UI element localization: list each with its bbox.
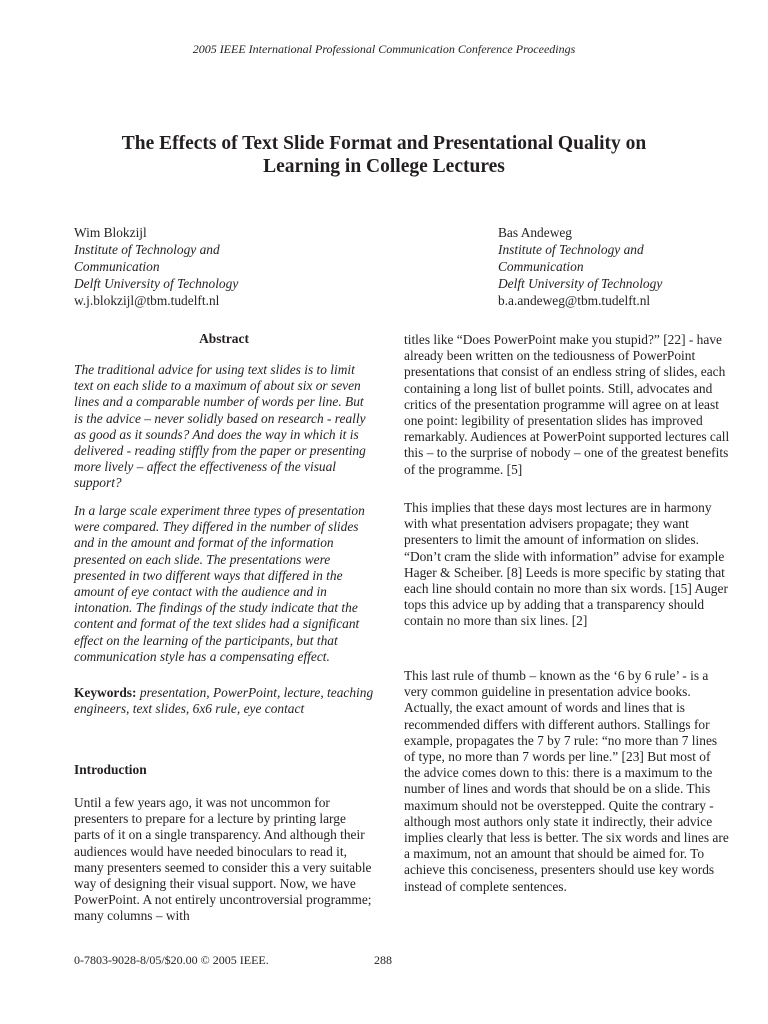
abstract-paragraph-1 — [74, 362, 374, 492]
author-block-2 — [498, 224, 662, 309]
abstract-heading: Abstract — [199, 331, 249, 346]
running-head: 2005 IEEE International Professional Communication Conference Proceedings — [192, 42, 576, 56]
page-number: 288 — [374, 953, 392, 967]
abstract-text: The traditional advice for using text slides is to limit text on each slide to a maximum of about six or seven lines and a comparable number of words per line. But is the advice – never solidly based on research - really as good as it sounds? And does the way in which it is delivered - reading stiffly from the paper or presenting more lively – affect the effectiveness of the visual support? — [74, 362, 366, 491]
right-paragraph-2 — [404, 500, 730, 630]
keywords — [74, 685, 374, 717]
body-text: This implies that these days most lectures are in harmony with what presentation advisers propagate; they want presenters to limit the amount of information on slides. “Don’t cram the slide with information” advise for example Hager & Scheiber. [8] Leeds is more specific by stating that each line should contain no more than six words. [15] Auger tops this advice up by adding that a transparency should contain no more than six lines. [2] — [404, 500, 728, 629]
body-text: This last rule of thumb – known as the ‘6 by 6 rule’ - is a very common guideline in presentation advice books. Actually, the exact amount of words and lines that is recommended differs with different authors. Stallings for example, propagates the 7 by 7 rule: “no more than 7 lines of type, no more than 7 words per line.” [23] But most of the advice comes down to this: there is a maximum to the number of lines and words that should be on a slide. This maximum should not be overstepped. Quite the contrary - although most authors only state it indirectly, their advice implies clearly that less is better. The six words and lines are a maximum, not an amount that should be aimed for. To achieve this conciseness, presenters should use key words instead of complete sentences. — [404, 668, 729, 894]
author-affiliation: Delft University of Technology — [498, 276, 663, 291]
author-affiliation: Institute of Technology and — [498, 242, 644, 257]
author-block-1 — [74, 224, 238, 309]
right-paragraph-1 — [404, 332, 730, 478]
abstract-text: In a large scale experiment three types of presentation were compared. They differed in the number of slides and in the amount and format of the information presented on each slide. The presentations were presented in two different ways that differed in the amount of eye contact with the audience and in intonation. The findings of the study indicate that the content and format of the text slides had a significant effect on the learning of the participants, but that communication style has a compensating effect. — [74, 503, 365, 664]
body-text: titles like “Does PowerPoint make you stupid?” [22] - have already been written on the tediousness of PowerPoint presentations that consist of an endless string of slides, each containing a long list of bullet points. Still, advocates and critics of the presentation programme will agree on at least one point: legibility of presentation slides has improved remarkably. Audiences at PowerPoint supported lectures call this – to the surprise of nobody – one of the greatest benefits of the programme. [5] — [404, 332, 730, 477]
author-affiliation: Communication — [74, 259, 160, 274]
author-affiliation: Institute of Technology and — [74, 242, 220, 257]
title-line-2: Learning in College Lectures — [263, 156, 505, 177]
author-affiliation: Delft University of Technology — [74, 276, 239, 291]
author-affiliation: Communication — [498, 259, 584, 274]
paper-title — [70, 132, 698, 178]
copyright-footer: 0-7803-9028-8/05/$20.00 © 2005 IEEE. — [74, 953, 269, 967]
keywords-text: presentation, PowerPoint, lecture, teaching engineers, text slides, 6x6 rule, eye contact — [74, 685, 374, 717]
abstract-paragraph-2 — [74, 503, 374, 665]
author-email: w.j.blokzijl@tbm.tudelft.nl — [74, 293, 220, 308]
keywords-label: Keywords: — [74, 685, 137, 700]
author-name: Wim Blokzijl — [74, 225, 147, 240]
introduction-heading: Introduction — [74, 762, 147, 777]
introduction-paragraph — [74, 795, 374, 925]
title-line-1: The Effects of Text Slide Format and Presentational Quality on — [121, 133, 647, 154]
author-name: Bas Andeweg — [498, 225, 573, 240]
right-paragraph-3 — [404, 668, 730, 895]
body-text: Until a few years ago, it was not uncommon for presenters to prepare for a lecture by printing large parts of it on a single transparency. And although their audiences would have needed binoculars to read it, many presenters seemed to consider this a very suitable way of designing their visual support. Now, we have PowerPoint. A not entirely uncontroversial programme; many columns – with — [74, 795, 372, 924]
author-email: b.a.andeweg@tbm.tudelft.nl — [498, 293, 651, 308]
